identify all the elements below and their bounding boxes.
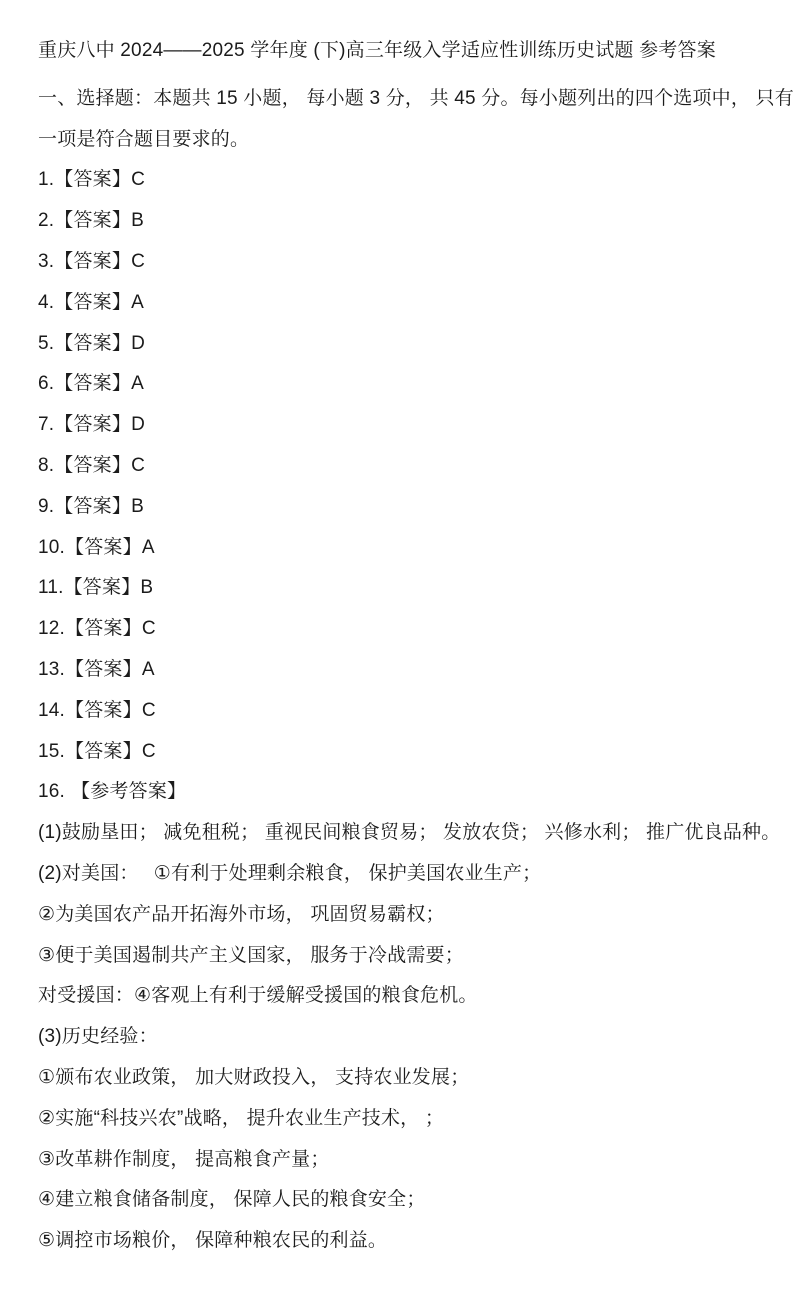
- answer-label: 【答案】: [54, 373, 132, 395]
- answer-row-12: [38, 609, 770, 650]
- q16-answer-line-2: (2)对美国： ①有利于处理剩余粮食， 保护美国农业生产；: [38, 862, 542, 884]
- q16-answer-line-7: ①颁布农业政策， 加大财政投入， 支持农业发展；: [38, 1066, 470, 1088]
- answer-label: 【答案】: [54, 169, 132, 191]
- question-16-number: 16.: [38, 781, 66, 803]
- answer-letter: C: [141, 740, 156, 762]
- answer-row-10: [38, 528, 770, 569]
- q16-answer-line-3: ②为美国农产品开拓海外市场， 巩固贸易霸权；: [38, 903, 445, 925]
- answer-label: 【答案】: [63, 577, 141, 599]
- answer-label: 【答案】: [54, 332, 132, 354]
- q16-answer-line-1: (1)鼓励垦田； 减免租税； 重视民间粮食贸易； 发放农贷； 兴修水利； 推广优良品种。: [38, 822, 781, 844]
- answer-label: 【答案】: [65, 740, 142, 762]
- answer-letter: B: [131, 495, 144, 517]
- answer-label: 【答案】: [65, 618, 142, 640]
- answer-letter: C: [141, 699, 156, 721]
- section-one-intro-line-1: 一、选择题：本题共 15 小题， 每小题 3 分， 共 45 分。每小题列出的四个选项中， 只有: [38, 87, 794, 109]
- answer-row-11: [38, 568, 770, 609]
- q16-answer-line-11: ⑤调控市场粮价， 保障种粮农民的利益。: [38, 1230, 388, 1252]
- answer-number: 6.: [38, 373, 55, 395]
- answer-number: 5.: [38, 332, 55, 354]
- answer-row-4: [38, 283, 770, 324]
- answer-letter: B: [131, 210, 144, 232]
- answer-number: 12.: [38, 618, 66, 640]
- answer-letter: A: [141, 536, 155, 558]
- answer-row-1: [38, 160, 770, 201]
- answer-number: 10.: [38, 536, 66, 558]
- answer-number: 3.: [38, 250, 55, 272]
- answer-number: 2.: [38, 210, 55, 232]
- q16-answer-line-6: (3)历史经验：: [38, 1026, 158, 1048]
- answer-label: 【答案】: [54, 210, 132, 232]
- answer-label: 【答案】: [54, 250, 132, 272]
- document-title: 重庆八中 2024——2025 学年度 (下)高三年级入学适应性训练历史试题 参考答案: [38, 40, 716, 61]
- question-16-heading: [38, 772, 770, 813]
- answer-row-3: [38, 242, 770, 283]
- answer-row-13: [38, 650, 770, 691]
- answer-letter: D: [131, 332, 145, 354]
- answer-row-7: [38, 405, 770, 446]
- q16-answer-line-8: ②实施“科技兴农”战略， 提升农业生产技术， ；: [38, 1107, 445, 1129]
- answer-label: 【答案】: [65, 658, 142, 680]
- answer-number: 1.: [38, 169, 55, 191]
- answer-row-2: [38, 201, 770, 242]
- answer-letter: C: [131, 169, 145, 191]
- section-one-intro-line-2: 一项是符合题目要求的。: [38, 128, 250, 150]
- answer-letter: A: [131, 291, 144, 313]
- answer-number: 7.: [38, 414, 55, 436]
- answer-letter: A: [131, 373, 144, 395]
- answer-row-8: [38, 446, 770, 487]
- answer-number: 8.: [38, 454, 55, 476]
- answer-row-15: [38, 732, 770, 773]
- answer-number: 15.: [38, 740, 66, 762]
- answer-label: 【答案】: [54, 495, 132, 517]
- answer-row-14: [38, 691, 770, 732]
- answer-letter: C: [141, 618, 156, 640]
- answer-row-9: [38, 487, 770, 528]
- answer-label: 【答案】: [54, 454, 132, 476]
- answer-letter: A: [141, 658, 155, 680]
- answer-label: 【答案】: [54, 291, 132, 313]
- answer-number: 9.: [38, 495, 55, 517]
- answer-number: 13.: [38, 658, 66, 680]
- answer-row-6: [38, 364, 770, 405]
- question-16-label: 【参考答案】: [71, 781, 187, 803]
- answer-label: 【答案】: [54, 414, 132, 436]
- answer-letter: D: [131, 414, 145, 436]
- answer-letter: B: [140, 577, 154, 599]
- answer-number: 4.: [38, 291, 55, 313]
- answer-label: 【答案】: [65, 536, 142, 558]
- answer-label: 【答案】: [65, 699, 142, 721]
- answer-row-5: [38, 324, 770, 365]
- q16-answer-line-5: 对受援国：④客观上有利于缓解受援国的粮食危机。: [38, 985, 478, 1007]
- answer-number: 14.: [38, 699, 66, 721]
- q16-answer-line-10: ④建立粮食储备制度， 保障人民的粮食安全；: [38, 1189, 426, 1211]
- answer-letter: C: [131, 250, 145, 272]
- q16-answer-line-9: ③改革耕作制度， 提高粮食产量；: [38, 1148, 330, 1170]
- answer-number: 11.: [38, 577, 64, 599]
- answer-letter: C: [131, 454, 145, 476]
- q16-answer-line-4: ③便于美国遏制共产主义国家， 服务于冷战需要；: [38, 944, 464, 966]
